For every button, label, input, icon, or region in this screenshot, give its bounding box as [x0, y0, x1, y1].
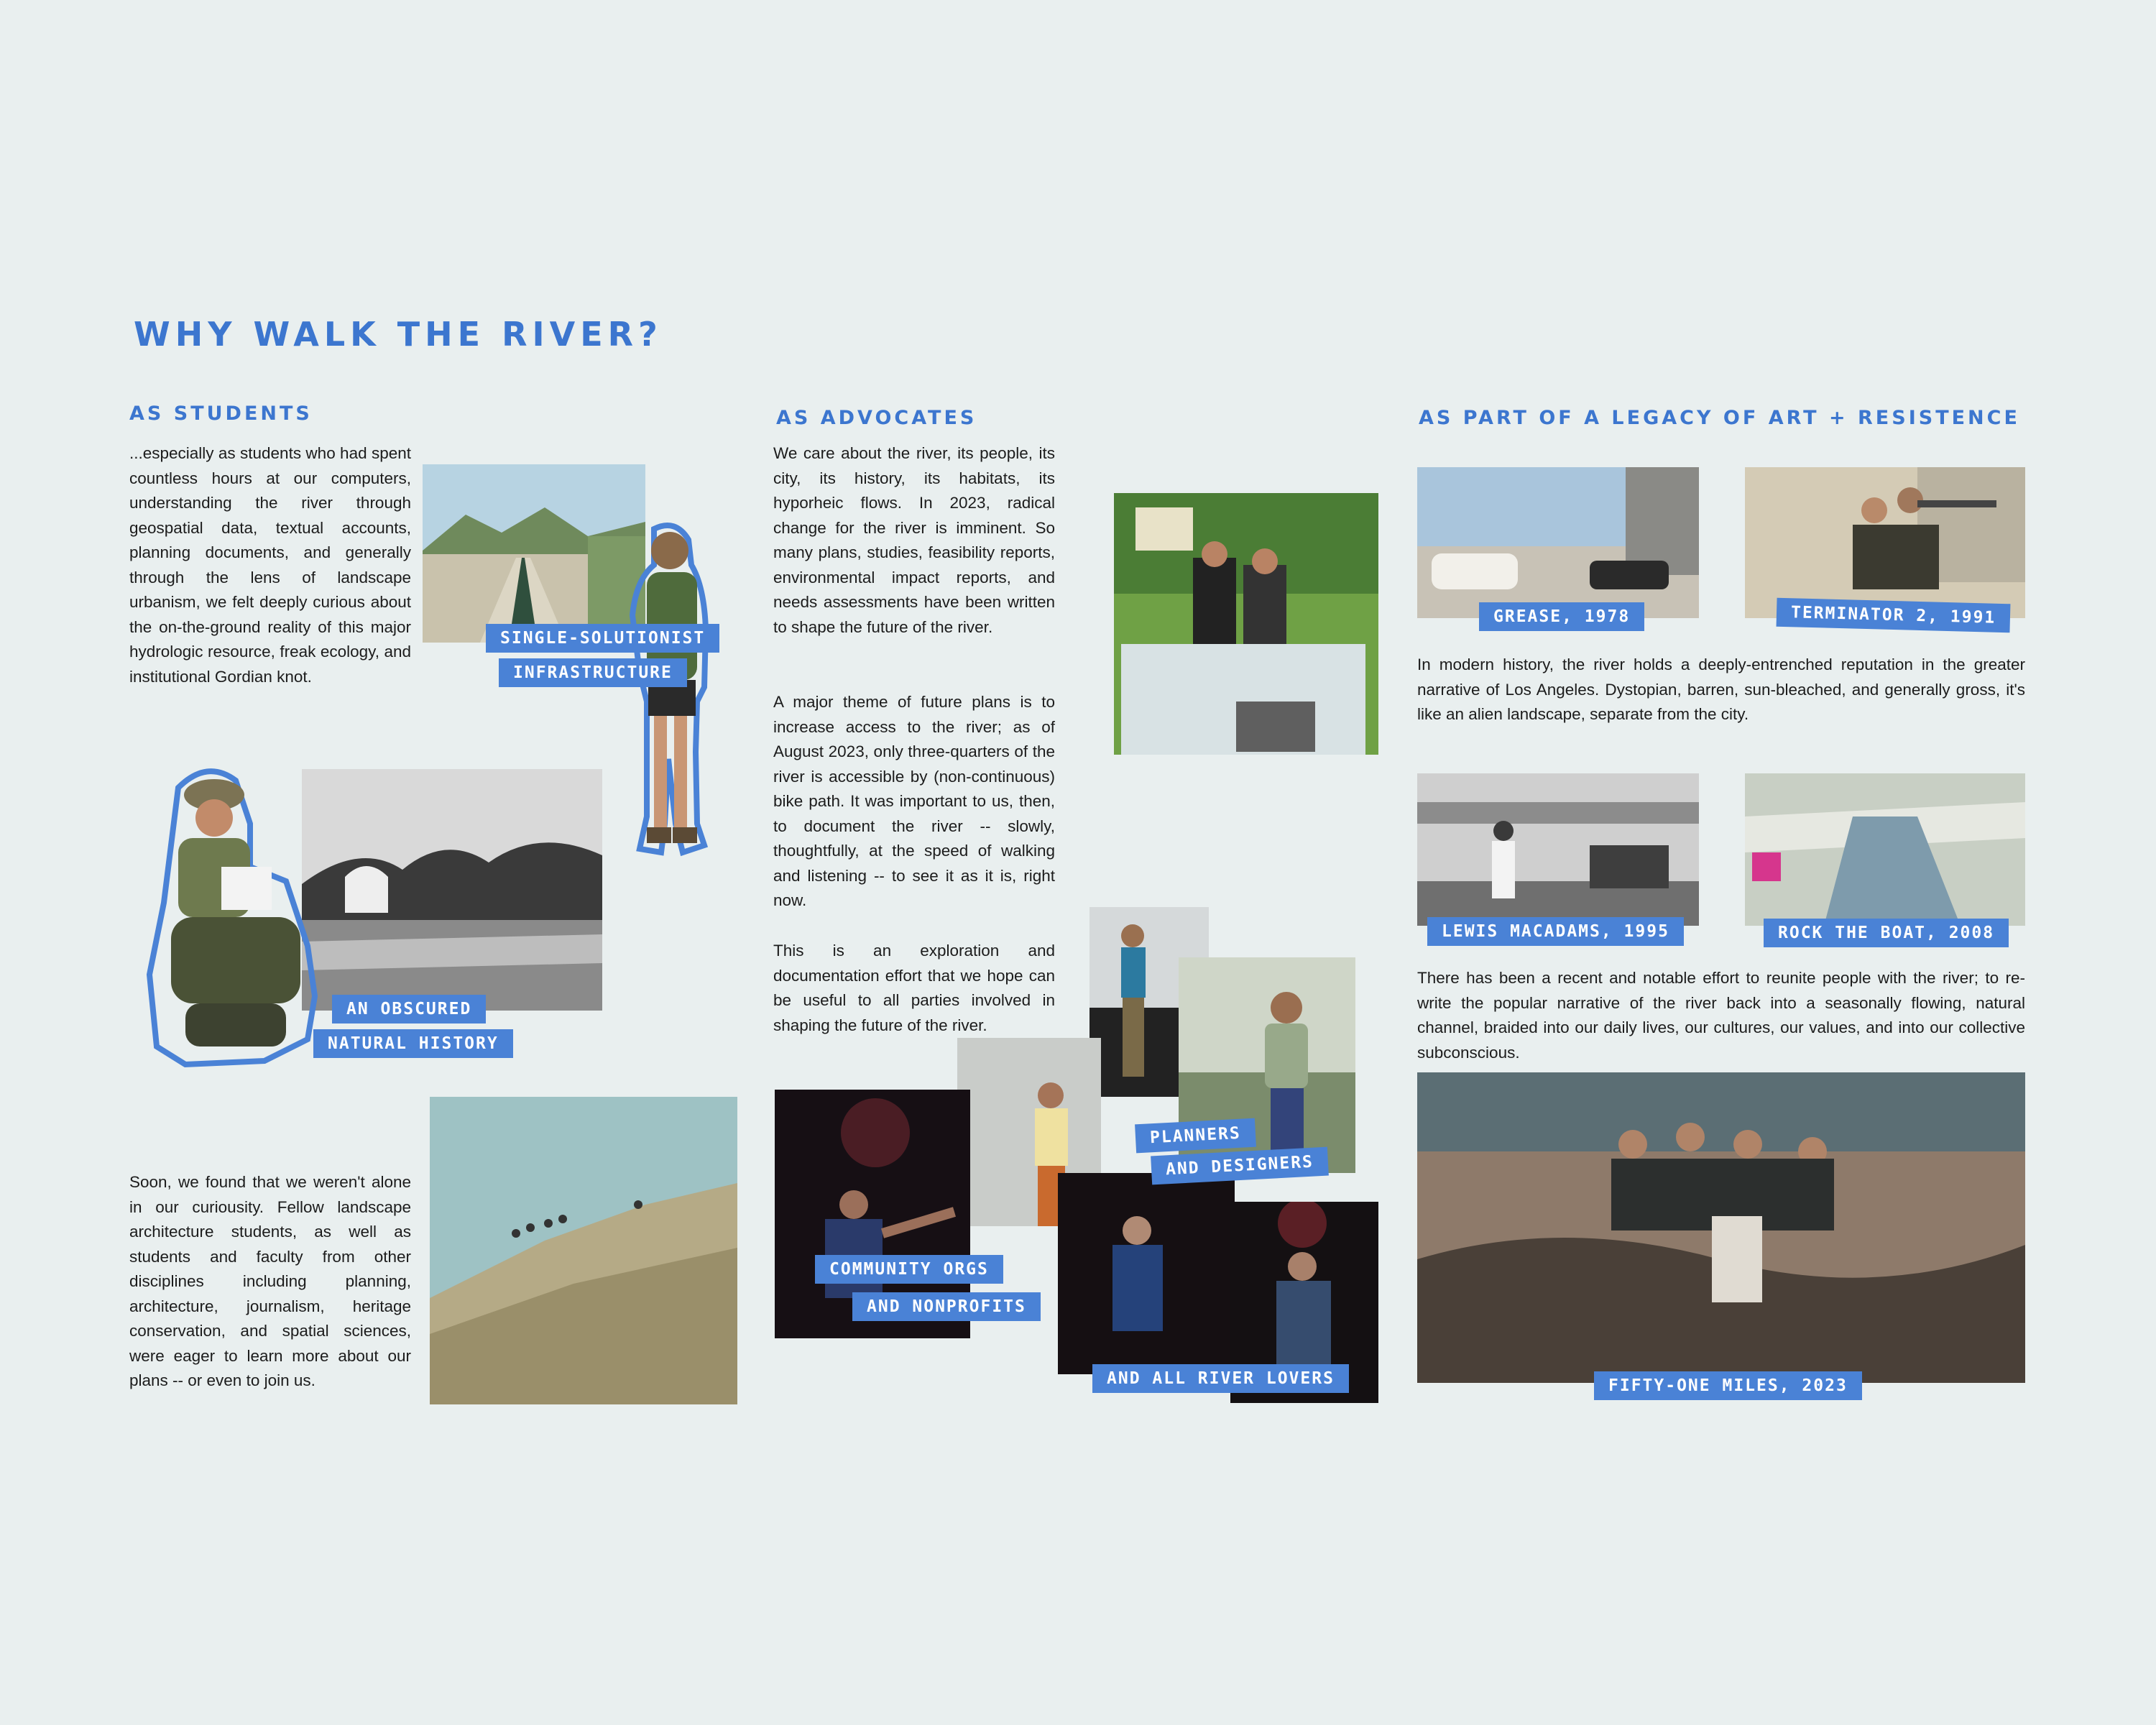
advocates-paragraph-1: We care about the river, its people, its city, its history, its habitats, its hyporheic flows. In 2023, radical change for the river is imminent. So many plans, studies, feasibility reports, environmental impact reports, and needs assessments have been written to shape the future of the river. — [773, 444, 1055, 636]
tag-an-obscured: AN OBSCURED — [332, 995, 486, 1024]
concrete-channel-photo — [423, 464, 645, 643]
page-title: WHY WALK THE RIVER? — [134, 315, 663, 354]
advocates-heading: AS ADVOCATES — [776, 407, 977, 429]
outreach-table-photo — [1114, 493, 1378, 755]
fifty-one-miles-group-photo — [1417, 1072, 2025, 1383]
grease-film-still — [1417, 467, 1699, 618]
students-heading: AS STUDENTS — [129, 402, 313, 425]
tag-grease: GREASE, 1978 — [1479, 602, 1644, 631]
tag-lewis-macadams: LEWIS MACADAMS, 1995 — [1427, 917, 1684, 946]
tag-and-nonprofits: AND NONPROFITS — [852, 1292, 1041, 1321]
terminator-film-still — [1745, 467, 2025, 618]
students-paragraph-1: ...especially as students who had spent countless hours at our computers, understanding the river through geospatial data, textual accounts, planning documents, and generally through the lens of landscape urbanism, we felt deeply curious about the on-the-ground reality of this major hydrologic resource, freak ecology, and institutional Gordian knot. — [129, 444, 411, 686]
tag-and-designers: AND DESIGNERS — [1151, 1147, 1329, 1185]
speaker-photo-5 — [1058, 1173, 1235, 1374]
legacy-paragraph-2: There has been a recent and notable effort to reunite people with the river; to re-write the popular narrative of the river back into a seasonally flowing, natural channel, braided into our daily lives, our cultures, our values, and into our collective subconscious. — [1417, 969, 2025, 1062]
tag-single-solutionist: SINGLE-SOLUTIONIST — [486, 624, 719, 653]
historic-river-photo — [302, 769, 602, 1011]
student-standing-cutout — [625, 522, 710, 858]
tag-fifty-one-miles: FIFTY-ONE MILES, 2023 — [1594, 1371, 1862, 1400]
legacy-heading: AS PART OF A LEGACY OF ART + RESISTENCE — [1419, 407, 2020, 429]
tag-planners: PLANNERS — [1135, 1118, 1256, 1154]
rock-the-boat-photo — [1745, 773, 2025, 926]
student-reading-cutout — [142, 759, 331, 1068]
legacy-paragraph-1: In modern history, the river holds a deeply-entrenched reputation in the greater narrative of Los Angeles. Dystopian, barren, sun-bleached, and generally gross, it's like an alien landscape, separate from the city. — [1417, 656, 2025, 723]
lewis-macadams-photo — [1417, 773, 1699, 926]
tag-and-all-river-lovers: AND ALL RIVER LOVERS — [1092, 1364, 1349, 1393]
rocky-slope-photo — [430, 1097, 737, 1404]
advocates-paragraph-3: This is an exploration and documentation effort that we hope can be useful to all parties involved in shaping the future of the river. — [773, 942, 1055, 1034]
students-paragraph-2: Soon, we found that we weren't alone in our curiousity. Fellow landscape architecture students, as well as students and faculty from other disciplines including planning, architecture, journalism, heritage conservation, and spatial sciences, were eager to learn more about our plans -- or even to join us. — [129, 1173, 411, 1389]
tag-terminator: TERMINATOR 2, 1991 — [1777, 598, 2011, 633]
tag-community-orgs: COMMUNITY ORGS — [815, 1255, 1003, 1284]
tag-rock-the-boat: ROCK THE BOAT, 2008 — [1764, 919, 2009, 947]
tag-infrastructure: INFRASTRUCTURE — [499, 658, 687, 687]
tag-natural-history: NATURAL HISTORY — [313, 1029, 513, 1058]
advocates-paragraph-2: A major theme of future plans is to increase access to the river; as of August 2023, only three-quarters of the river is accessible by (non-continuous) bike path. It was important to us, then, to document the river -- slowly, thoughtfully, at the speed of walking and listening -- to see it as it is, right now. — [773, 693, 1055, 909]
